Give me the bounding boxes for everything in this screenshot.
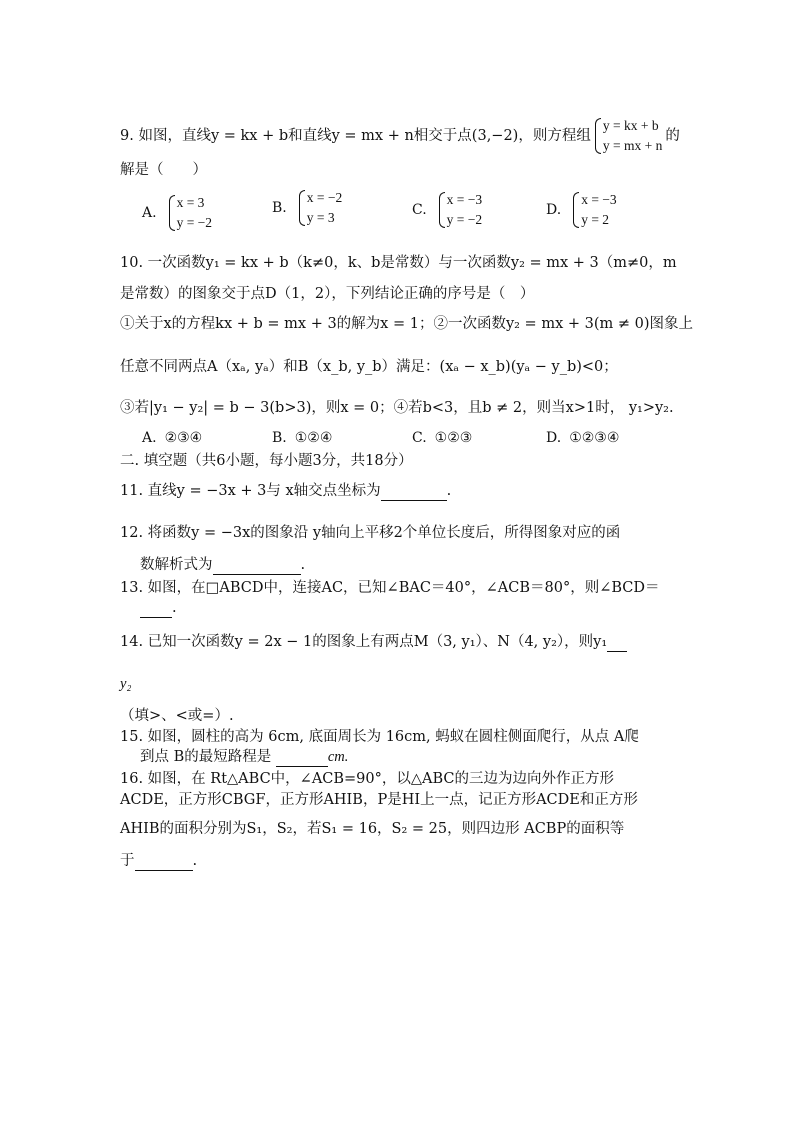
q16-end: .	[192, 853, 198, 869]
q10-option-b	[272, 430, 332, 446]
q15-unit: cm.	[327, 749, 349, 765]
q16-line1: 16. 如图，在 Rt△ABC中，∠ACB=90°，以△ABC的三边为边向外作正方形	[120, 771, 615, 787]
q11	[120, 481, 451, 501]
option-eq: y = −2	[446, 212, 483, 227]
q9-stem: 9. 如图，直线y = kx + b和直线y = mx + n相交于点(3,−2)，则方程组	[120, 128, 591, 144]
option-label: B.	[272, 430, 287, 446]
q9-option-a	[142, 193, 215, 233]
option-eq: x = −3	[446, 192, 483, 207]
q15-line1: 15. 如图，圆柱的高为 6cm, 底面周长为 16cm, 蚂蚁在圆柱侧面爬行，从点 A爬	[120, 729, 639, 745]
q9-option-c	[412, 190, 485, 230]
q12-answer-blank[interactable]	[213, 558, 301, 575]
q10-line4: 任意不同两点A（xₐ, yₐ）和B（x_b, y_b）满足：(xₐ − x_b)(yₐ − y_b)<0；	[120, 359, 618, 375]
q9-eq1: y = kx + b	[602, 118, 659, 133]
option-system	[438, 190, 482, 230]
option-label: B.	[272, 200, 287, 216]
section-2-heading: 二. 填空题（共6小题，每小题3分，共18分）	[120, 453, 413, 469]
option-label: A.	[142, 430, 157, 446]
q9-line2: 解是（ ）	[120, 162, 207, 178]
option-eq: x = −2	[306, 190, 343, 205]
option-system	[168, 193, 212, 233]
q15-text: 到点 B的最短路程是	[140, 749, 272, 765]
option-text: ①②③④	[569, 430, 620, 446]
q10-option-d	[546, 430, 619, 446]
q10-line1: 10. 一次函数y₁ = kx + b（k≠0，k、b是常数）与一次函数y₂ = mx + 3（m≠0，m	[120, 255, 677, 271]
q16-answer-blank[interactable]	[135, 854, 193, 871]
q12-text: 数解析式为	[140, 557, 213, 573]
option-eq: y = 2	[581, 212, 610, 227]
q10-line3: ①关于x的方程kx + b = mx + 3的解为x = 1；②一次函数y₂ = mx + 3(m ≠ 0)图象上	[120, 316, 693, 332]
q16-line3: AHIB的面积分别为S₁，S₂，若S₁ = 16，S₂ = 25，则四边形 ACBP的面积等	[120, 821, 625, 837]
q16-line4	[120, 851, 197, 871]
option-eq: x = 3	[176, 195, 205, 210]
q12-end: .	[300, 557, 306, 573]
q13-line1: 13. 如图，在□ABCD中，连接AC，已知∠BAC＝40°，∠ACB＝80°，则∠BCD＝	[120, 580, 660, 596]
q11-text: 11. 直线y = −3x + 3与 x轴交点坐标为	[120, 483, 381, 499]
q9-option-d	[546, 190, 620, 230]
option-system	[298, 188, 342, 228]
q9-eq2: y = mx + n	[602, 138, 663, 153]
q13-line2	[140, 598, 177, 618]
q9-line1-end: 的	[665, 128, 680, 144]
q9-line1	[120, 116, 680, 156]
q9-equation-system	[594, 116, 662, 156]
q16-line2: ACDE，正方形CBGF，正方形AHIB，P是HI上一点，记正方形ACDE和正方形	[120, 792, 638, 808]
option-label: C.	[412, 430, 427, 446]
option-eq: y = 3	[306, 210, 335, 225]
option-text: ②③④	[164, 430, 203, 446]
option-text: ①②③	[434, 430, 473, 446]
q14-line2: y₂	[120, 676, 132, 692]
q12-line1: 12. 将函数y = −3x的图象沿 y轴向上平移2个单位长度后，所得图象对应的函	[120, 525, 621, 541]
q15-line2	[140, 747, 348, 767]
option-label: D.	[546, 430, 562, 446]
q10-option-c	[412, 430, 472, 446]
option-eq: y = −2	[176, 215, 213, 230]
q10-line2: 是常数）的图象交于点D（1，2），下列结论正确的序号是（ ）	[120, 286, 535, 302]
q11-end: .	[446, 483, 452, 499]
q15-answer-blank[interactable]	[276, 750, 328, 767]
q14-line1	[120, 632, 627, 652]
q14-text: 14. 已知一次函数y = 2x − 1的图象上有两点M（3, y₁）、N（4, y₂），则y₁	[120, 634, 608, 650]
q9-option-b	[272, 188, 345, 228]
option-label: C.	[412, 202, 427, 218]
q10-line5: ③若|y₁ − y₂| = b − 3(b>3)，则x = 0；④若b<3，且b ≠ 2，则当x>1时， y₁>y₂.	[120, 400, 674, 416]
option-system	[572, 190, 616, 230]
q14-line3: （填>、<或=）.	[120, 708, 234, 724]
q13-end: .	[172, 600, 177, 616]
q11-answer-blank[interactable]	[381, 484, 447, 501]
option-eq: x = −3	[581, 192, 617, 207]
q12-line2	[140, 555, 305, 575]
q14-answer-blank[interactable]	[607, 635, 627, 652]
q16-text: 于	[120, 853, 135, 869]
q13-answer-blank[interactable]	[140, 601, 172, 618]
option-text: ①②④	[294, 430, 333, 446]
option-label: D.	[546, 202, 562, 218]
option-label: A.	[142, 205, 157, 221]
q10-option-a	[142, 430, 202, 446]
